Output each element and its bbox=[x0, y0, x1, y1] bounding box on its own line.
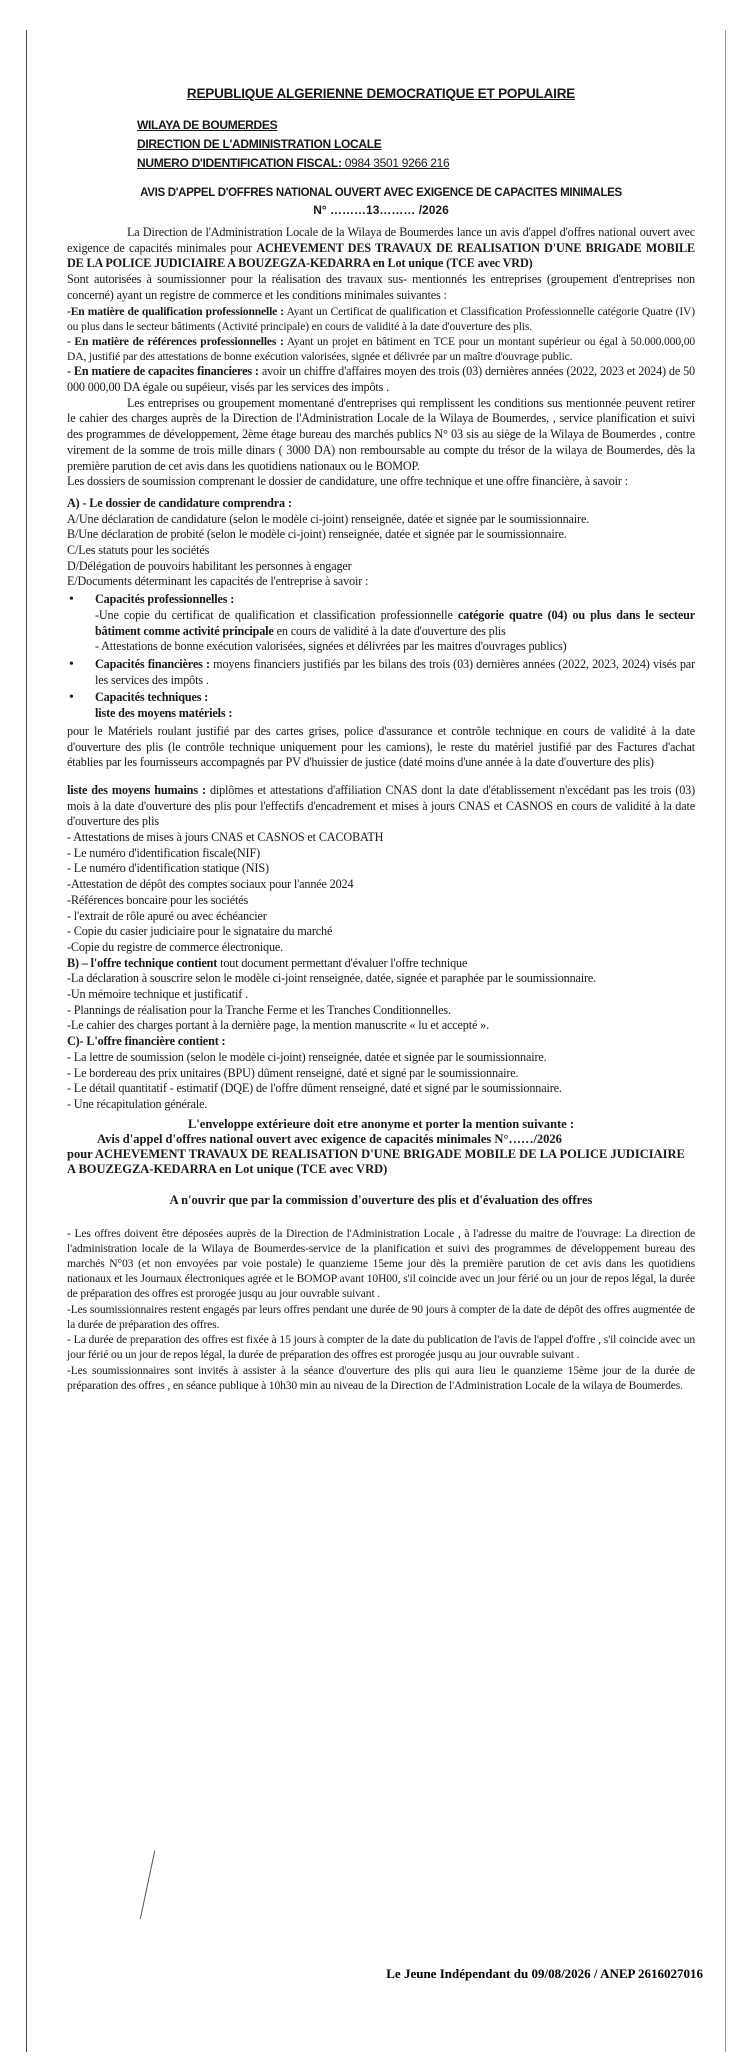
section-a-item: D/Délégation de pouvoirs habilitant les personnes à engager bbox=[67, 558, 352, 573]
section-b-title-rest: tout document permettant d'évaluer l'offre technique bbox=[220, 955, 468, 970]
authorized-paragraph: Sont autorisées à soumissionner pour la réalisation des travaux sus- mentionnés les entreprises (groupement d'entreprises non concerné) ayant un registre de commerce et les conditions minimales suivantes : bbox=[67, 272, 695, 302]
doc-item: - Copie du casier judiciaire pour le signataire du marché bbox=[67, 924, 333, 939]
section-a-item: A/Une déclaration de candidature (selon le modèle ci-joint) renseignée, datée et signée par le soumissionnaire. bbox=[67, 511, 590, 526]
capacities-list bbox=[67, 592, 695, 722]
cap-pro-item bbox=[95, 592, 695, 655]
republic-title: REPUBLIQUE ALGERIENNE DEMOCRATIQUE ET POPULAIRE bbox=[186, 86, 576, 101]
section-b-title: B) – l'offre technique contient bbox=[67, 955, 218, 970]
fiscal-id-label: NUMERO D'IDENTIFICATION FISCAL: bbox=[137, 156, 342, 170]
project-title: ACHEVEMENT DES TRAVAUX DE REALISATION D'UNE BRIGADE MOBILE DE LA POLICE JUDICIAIRE A BOUZEGZA-KEDARRA en Lot unique (TCE avec VRD) bbox=[67, 240, 695, 271]
doc-item: - Le numéro d'identification statique (NIS) bbox=[67, 861, 269, 876]
notice-body bbox=[27, 30, 725, 1393]
cap-pro-text-b: catégorie quatre (04) ou plus dans le secteur bâtiment comme activité principale bbox=[95, 607, 695, 638]
cap-fin-text: moyens financiers justifiés par les bilans des trois (03) dernières années (2022, 2023, 2024) visés par les services des impôts . bbox=[95, 656, 695, 687]
references-text: Ayant un projet en bâtiment en TCE pour un montant supérieur ou égal à 50.000.000,00 DA, justifié par des attestations de bonne exécution valorisées, signée et délivrée par un maître d'ouvrage public. bbox=[67, 334, 696, 364]
intro-paragraph bbox=[67, 225, 695, 272]
doc-item: - Attestations de mises à jours CNAS et CASNOS et CACOBATH bbox=[67, 830, 384, 845]
section-a-item: E/Documents déterminant les capacités de l'entreprise à savoir : bbox=[67, 574, 369, 589]
cap-tech-item bbox=[95, 690, 695, 721]
pen-stroke-mark bbox=[140, 1851, 157, 1920]
references-paragraph bbox=[67, 334, 695, 364]
section-b-item: -La déclaration à souscrire selon le modèle ci-joint renseignée, datée, signée et paraphée par le soumissionnaire. bbox=[67, 971, 597, 986]
section-a-title: A) - Le dossier de candidature comprendra : bbox=[67, 495, 292, 510]
publication-footer: Le Jeune Indépendant du 09/08/2026 / ANEP 2616027016 bbox=[386, 1966, 703, 1981]
doc-item: -Attestation de dépôt des comptes sociaux pour l'année 2024 bbox=[67, 877, 354, 892]
cap-pro-text-c: en cours de validité à la date d'ouverture des plis bbox=[276, 623, 506, 638]
doc-item: - l'extrait de rôle apuré ou avec échéancier bbox=[67, 908, 267, 923]
direction-label: DIRECTION DE L'ADMINISTRATION LOCALE bbox=[137, 137, 382, 151]
open-notice: A n'ouvrir que par la commission d'ouverture des plis et d'évaluation des offres bbox=[169, 1192, 593, 1207]
fiscal-id bbox=[137, 154, 695, 173]
section-c-item: - Le bordereau des prix unitaires (BPU) dûment renseigné, daté et signé par le soumissionnaire. bbox=[67, 1065, 519, 1080]
section-a-item: C/Les statuts pour les sociétés bbox=[67, 543, 210, 558]
materials-title: liste des moyens matériels : bbox=[95, 706, 233, 721]
newspaper-clipping bbox=[26, 30, 726, 2052]
cap-tech-title: Capacités techniques : bbox=[95, 690, 209, 705]
section-c-title: C)- L'offre financière contient : bbox=[67, 1034, 226, 1049]
financial-paragraph bbox=[67, 364, 695, 395]
avis-number: N° ………13……… /2026 bbox=[313, 203, 449, 217]
section-b-title-line bbox=[67, 956, 695, 972]
qualification-paragraph bbox=[67, 304, 695, 334]
section-c-item: - La lettre de soumission (selon le modèle ci-joint) renseignée, datée et signée par le soumissionnaire. bbox=[67, 1049, 547, 1064]
intro-text: La Direction de l'Administration Locale de la Wilaya de Boumerdes lance un avis d'appel d'offres national ouvert avec exigence de capacités minimales pour bbox=[67, 225, 695, 255]
avis-title: AVIS D'APPEL D'OFFRES NATIONAL OUVERT AVEC EXIGENCE DE CAPACITES MINIMALES bbox=[140, 187, 622, 199]
final-item: -Les soumissionnaires restent engagés par leurs offres pendant une durée de 90 jours à compter de la date de dépôt des offres augmentée de la durée de préparation des offres. bbox=[67, 1302, 695, 1331]
section-b-item: -Le cahier des charges portant à la dernière page, la mention manuscrite « lu et accepté ». bbox=[67, 1018, 489, 1033]
cap-fin-item bbox=[95, 657, 695, 688]
cap-pro-title: Capacités professionnelles : bbox=[95, 592, 235, 607]
human-paragraph bbox=[67, 783, 695, 830]
references-label: - En matière de références professionnelles : bbox=[67, 334, 284, 348]
financial-label: - En matiere de capacites financieres : bbox=[67, 364, 259, 379]
qualification-label: -En matière de qualification professionnelle : bbox=[67, 304, 284, 318]
doc-item: -Références boncaire pour les sociétés bbox=[67, 892, 249, 907]
envelope-title: L'enveloppe extérieure doit etre anonyme et porter la mention suivante : bbox=[187, 1116, 575, 1131]
qualification-text: Ayant un Certificat de qualification et Classification Professionnelle catégorie Quatre (IV) ou plus dans le secteur bâtiments (Activité principale) en cours de validité à la date d'ouverture des plis. bbox=[67, 304, 695, 333]
section-a-item: B/Une déclaration de probité (selon le modèle ci-joint) renseignée, datée et signée par le soumissionnaire. bbox=[67, 527, 567, 542]
cap-pro-attest: - Attestations de bonne exécution valorisées, signées et délivrées par les maitres d'ouvrages publics) bbox=[95, 639, 567, 654]
dossier-paragraph: Les dossiers de soumission comprenant le dossier de candidature, une offre technique et une offre financière, à savoir : bbox=[67, 474, 628, 489]
final-item: - La durée de preparation des offres est fixée à 15 jours à compter de la date du publication de l'avis de l'appel d'offre , s'il coincide avec un jour férié ou un jour de repos légal, la durée de préparation des offres est prorogée jusqu au jour ouvrable suivant . bbox=[67, 1333, 695, 1362]
human-text: diplômes et attestations d'affiliation CNAS dont la date d'établissement n'excédant pas les trois (03) mois à la date d'ouverture des plis pour l'effectifs d'encadrement et mises à jours CNAS et CASNOS en cours de validité à la date d'ouverture des plis bbox=[67, 782, 695, 829]
fiscal-id-value: 0984 3501 9266 216 bbox=[344, 156, 450, 170]
section-b-item: -Un mémoire technique et justificatif . bbox=[67, 987, 248, 1002]
human-title: liste des moyens humains : bbox=[67, 782, 206, 797]
materials-text: pour le Matériels roulant justifié par des cartes grises, police d'assurance et contrôle technique en cours de validité à la date d'ouverture des plis (le contrôle technique uniquement pour les camions), le reste du matériel justifié par des Factures d'achat établies par les fournisseurs accompagnés par PV d'huissier de justice (daté moins d'une année à la date d'ouverture des plis) bbox=[67, 723, 695, 770]
envelope-line-1: Avis d'appel d'offres national ouvert avec exigence de capacités minimales N°……/2026 bbox=[97, 1131, 562, 1146]
header-block bbox=[67, 116, 695, 173]
section-c-item: - Une récapitulation générale. bbox=[67, 1096, 208, 1111]
wilaya-label: WILAYA DE BOUMERDES bbox=[137, 118, 278, 132]
section-b-item: - Plannings de réalisation pour la Tranche Ferme et les Tranches Conditionnelles. bbox=[67, 1002, 451, 1017]
cap-pro-text-a: -Une copie du certificat de qualification et classification professionnelle bbox=[95, 607, 453, 622]
envelope-line-2: pour ACHEVEMENT TRAVAUX DE REALISATION D'UNE BRIGADE MOBILE DE LA POLICE JUDICIAIRE A BOUZEGZA-KEDARRA en Lot unique (TCE avec VRD) bbox=[67, 1146, 685, 1176]
financial-text: avoir un chiffre d'affaires moyen des trois (03) dernières années (2022, 2023 et 2024) de 50 000 000,00 DA égale ou supéieur, visés par les services des impôts . bbox=[67, 364, 695, 395]
doc-item: -Copie du registre de commerce électronique. bbox=[67, 939, 284, 954]
withdraw-paragraph: Les entreprises ou groupement momentané d'entreprises qui remplissent les conditions sus mentionnée peuvent retirer le cahier des charges auprès de la Direction de l'Administration Locale de la Wilaya de Boumerdes, , service planification et suivi des programmes de développement, 2ème étage bureau des marchés publics N° 03 sis au siège de la Wilaya de Boumerdes , contre virement de la somme de trois mille dinars ( 3000 DA) non remboursable au compte du trésor de la wilaya de Boumerdes, dès la première parution de cet avis dans les quotidiens nationaux ou le BOMOP. bbox=[67, 395, 695, 473]
final-item: -Les soumissionnaires sont invités à assister à la séance d'ouverture des plis qui aura lieu le quanzieme 15ème jour de la durée de préparation des offres , en séance publique à 10h30 min au niveau de la Direction de l'Administration Locale de la wilaya de Boumerdes. bbox=[67, 1363, 695, 1392]
doc-item: - Le numéro d'identification fiscale(NIF) bbox=[67, 845, 261, 860]
final-item: - Les offres doivent être déposées auprès de la Direction de l'Administration Locale , à l'adresse du maitre de l'ouvrage: La direction de l'administration locale de la Wilaya de Boumerdes-service de la planification et suivi des programmes de développement bureau des marchés N°03 (et non envoyées par voie postale) le quanzieme 15eme jour dès la première parution de cet avis dans les quotidiens nationaux et les Journaux électroniques agrée et le BOMOP avant 10H00, s'il coincide avec un jour férié ou un jour de repos légal, la durée de préparation des offres est prorogée jusqu au jour ouvrable suivant . bbox=[67, 1226, 695, 1301]
cap-fin-title: Capacités financières : bbox=[95, 656, 210, 671]
section-c-item: - Le détail quantitatif - estimatif (DQE) de l'offre dûment renseigné, daté et signé par le soumissionnaire. bbox=[67, 1081, 562, 1096]
